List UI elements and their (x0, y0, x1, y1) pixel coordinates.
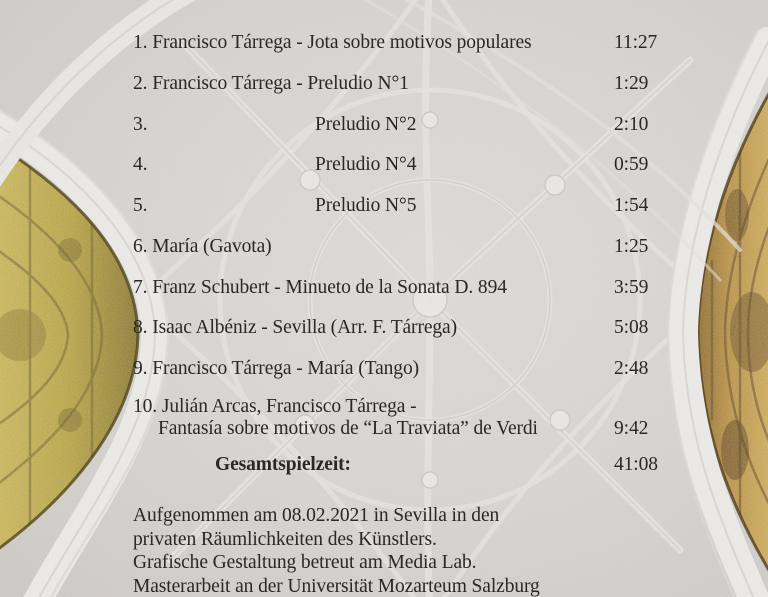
credits-line: Masterarbeit an der Universität Mozarteum Salzburg (133, 575, 540, 597)
track-row (133, 32, 693, 54)
track-row (133, 396, 693, 440)
track-time: 2:48 (614, 358, 649, 379)
total-time: 41:08 (614, 454, 658, 475)
track-title-line2: Fantasía sobre motivos de “La Traviata” de Verdi (158, 418, 538, 439)
credits-line: privaten Räumlichkeiten des Künstlers. (133, 528, 437, 550)
track-number: 10. (133, 396, 158, 417)
track-row (133, 195, 693, 217)
track-time: 9:42 (614, 418, 649, 439)
track-title: Preludio N°2 (315, 114, 417, 135)
track-number: 9. (133, 358, 148, 379)
track-time: 3:59 (614, 277, 649, 298)
track-number: 8. (133, 317, 148, 338)
track-row (133, 114, 693, 136)
track-title: Julián Arcas, Francisco Tárrega - (161, 396, 417, 417)
track-number: 2. (133, 73, 148, 94)
credits-line: Aufgenommen am 08.02.2021 in Sevilla in den (133, 505, 500, 526)
track-title: Francisco Tárrega - María (Tango) (152, 358, 419, 379)
total-row (133, 454, 693, 476)
credits-line: Grafische Gestaltung betreut am Media Lab. (133, 552, 477, 573)
track-title: Preludio N°4 (315, 154, 417, 175)
track-row (133, 317, 693, 339)
track-time: 0:59 (614, 154, 649, 175)
track-row (133, 277, 693, 299)
track-row (133, 358, 693, 380)
track-title: Francisco Tárrega - Jota sobre motivos populares (152, 32, 532, 53)
track-number: 4. (133, 154, 148, 175)
track-number: 7. (133, 277, 148, 298)
track-title: Isaac Albéniz - Sevilla (Arr. F. Tárrega) (152, 317, 457, 338)
track-number: 5. (133, 195, 148, 216)
credits-block (133, 504, 540, 597)
track-title: Preludio N°5 (315, 195, 417, 216)
track-title: Franz Schubert - Minueto de la Sonata D. 894 (152, 277, 507, 298)
track-number: 1. (133, 32, 148, 53)
track-number: 6. (133, 236, 148, 257)
track-time: 1:54 (614, 195, 649, 216)
track-title-line1 (133, 396, 693, 418)
track-title: Francisco Tárrega - Preludio N°1 (152, 73, 409, 94)
track-number: 3. (133, 114, 148, 135)
track-time: 11:27 (614, 32, 658, 53)
track-time: 5:08 (614, 317, 649, 338)
track-time: 1:25 (614, 236, 649, 257)
track-time: 2:10 (614, 114, 649, 135)
track-row (133, 154, 693, 176)
track-title: María (Gavota) (152, 236, 272, 257)
total-label: Gesamtspielzeit: (215, 454, 351, 475)
track-row (133, 73, 693, 95)
track-time: 1:29 (614, 73, 649, 94)
track-row (133, 236, 693, 258)
